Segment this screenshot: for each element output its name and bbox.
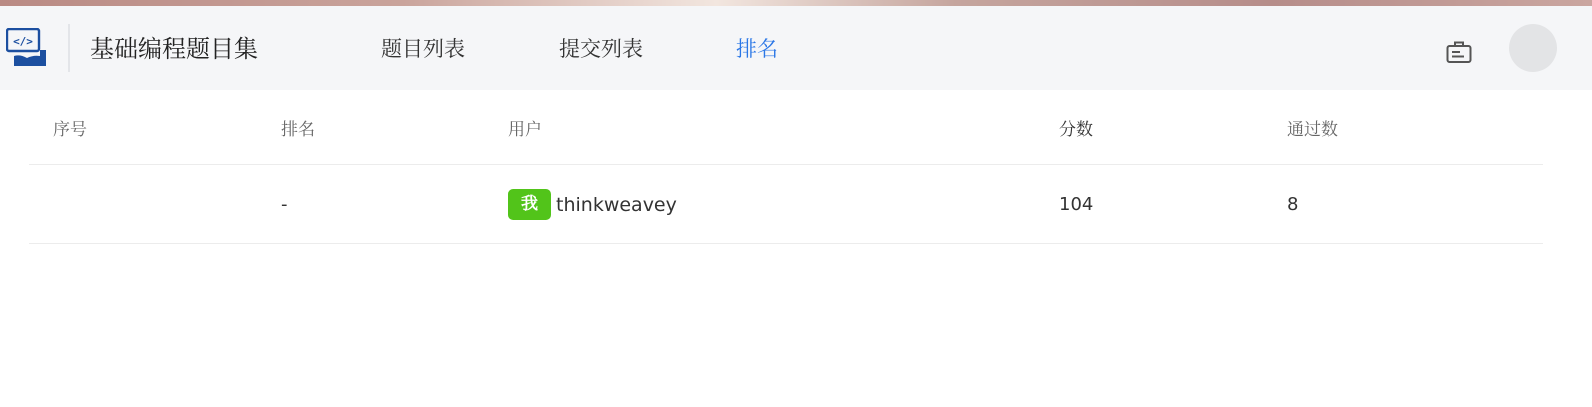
ranking-table	[29, 90, 1543, 244]
me-badge: 我	[508, 189, 551, 220]
nav-problem-list[interactable]: 题目列表	[381, 37, 465, 61]
nav-submission-list[interactable]: 提交列表	[559, 37, 643, 61]
nav-ranking[interactable]: 排名	[736, 37, 778, 61]
cell-username[interactable]: thinkweavey	[556, 194, 677, 216]
col-rank: 排名	[281, 120, 315, 140]
col-score[interactable]: 分数	[1059, 120, 1093, 140]
message-icon[interactable]	[1446, 40, 1472, 64]
table-row	[29, 165, 1543, 244]
header-divider	[68, 24, 70, 72]
table-header	[29, 90, 1543, 165]
app-title[interactable]: 基础编程题目集	[90, 35, 258, 63]
cell-rank: -	[281, 194, 288, 215]
svg-text:</>: </>	[13, 35, 33, 48]
avatar[interactable]	[1509, 24, 1557, 72]
code-book-logo-icon[interactable]	[6, 28, 48, 68]
col-passed: 通过数	[1287, 120, 1338, 140]
header	[0, 6, 1592, 90]
col-index: 序号	[53, 120, 87, 140]
col-user: 用户	[508, 120, 542, 140]
cell-score: 104	[1059, 194, 1094, 215]
cell-passed: 8	[1287, 194, 1299, 215]
